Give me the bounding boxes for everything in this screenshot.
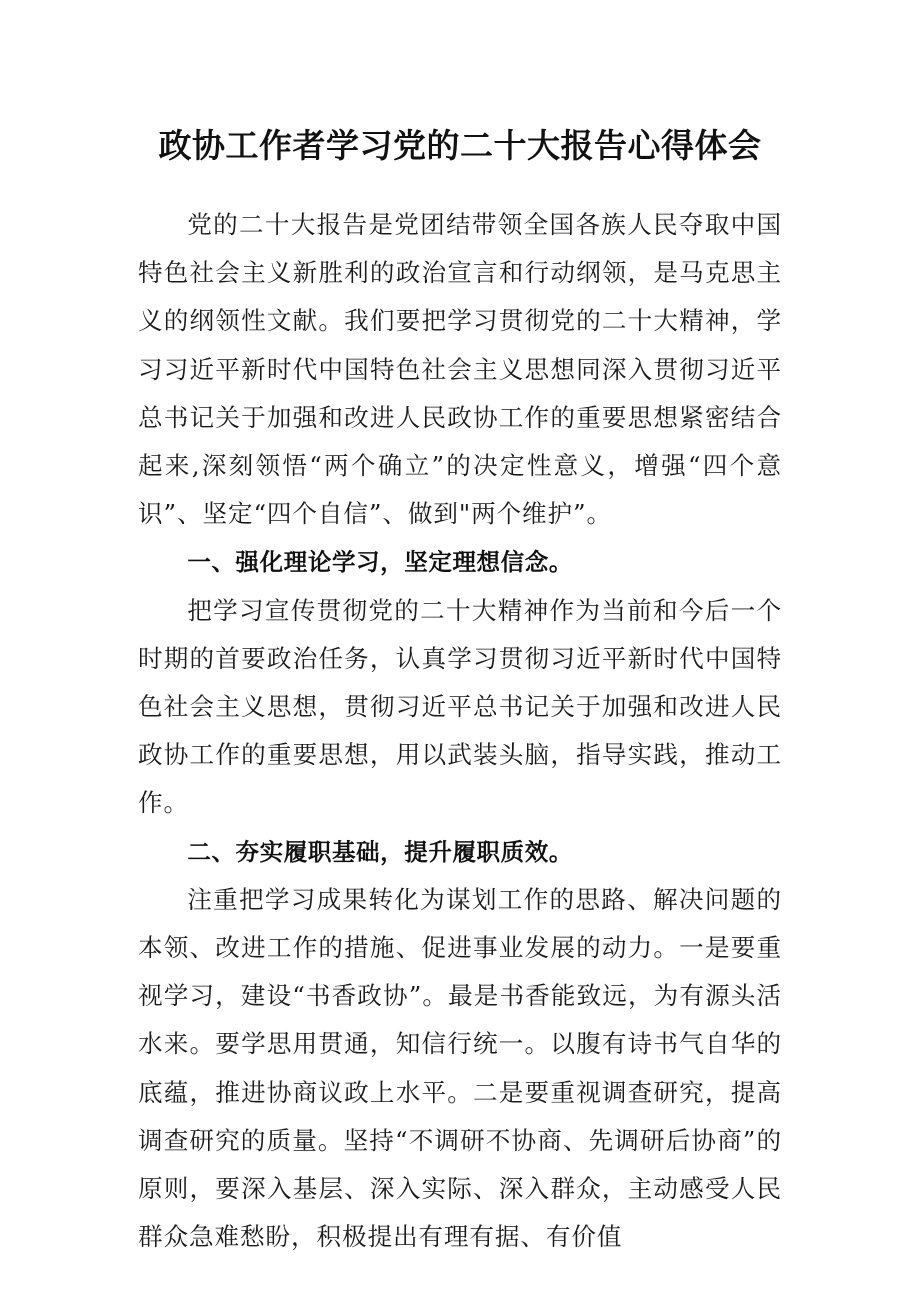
section-heading-2: 二、夯实履职基础，提升履职质效。 xyxy=(187,837,573,866)
section-1-paragraph: 把学习宣传贯彻党的二十大精神作为当前和今后一个时期的首要政治任务，认真学习贯彻习近平新时代中国特色社会主义思想，贯彻习近平总书记关于加强和改进人民政协工作的重要思想，用以武装头脑，指导实践，推动工作。 xyxy=(138,595,782,818)
section-2-paragraph: 注重把学习成果转化为谋划工作的思路、解决问题的本领、改进工作的措施、促进事业发展的动力。一是要重视学习，建设“书香政协”。最是书香能致远，为有源头活水来。要学思用贯通，知信行统一。以腹有诗书气自华的底蕴，推进协商议政上水平。二是要重视调查研究，提高调查研究的质量。坚持“不调研不协商、先调研后协商”的原则，要深入基层、深入实际、深入群众，主动感受人民群众急难愁盼，积极提出有理有据、有价值 xyxy=(138,884,782,1252)
intro-paragraph: 党的二十大报告是党团结带领全国各族人民夺取中国特色社会主义新胜利的政治宣言和行动纲领，是马克思主义的纲领性文献。我们要把学习贯彻党的二十大精神，学习习近平新时代中国特色社会主义思想同深入贯彻习近平总书记关于加强和改进人民政协工作的重要思想紧密结合起来,深刻领悟“两个确立”的决定性意义，增强“四个意识”、坚定“四个自信”、做到"两个维护”。 xyxy=(138,210,782,529)
section-heading-1: 一、强化理论学习，坚定理想信念。 xyxy=(187,548,573,577)
document-body xyxy=(138,201,782,1261)
document-title: 政协工作者学习党的二十大报告心得体会 xyxy=(158,126,762,165)
